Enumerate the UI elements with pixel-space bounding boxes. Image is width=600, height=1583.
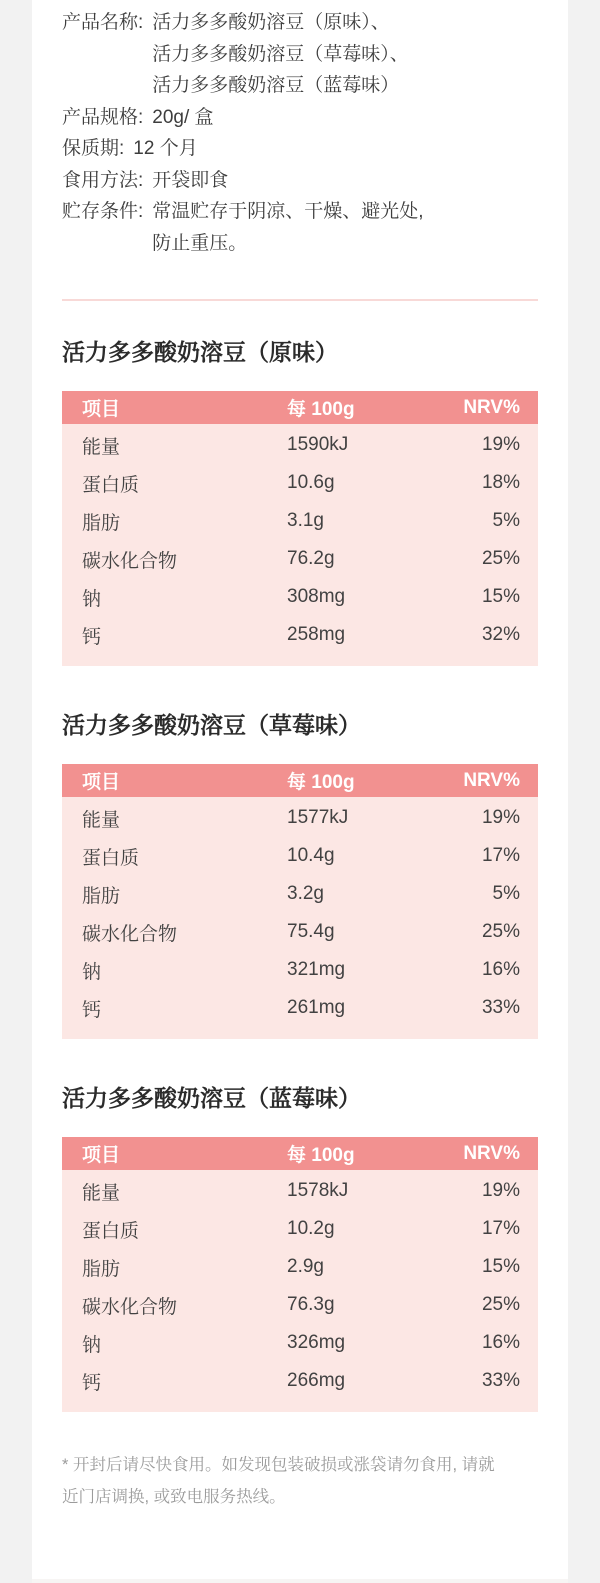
header-cell: 项目	[82, 772, 121, 793]
header-cell: 项目	[82, 1145, 121, 1166]
table-cell: 17%	[481, 845, 520, 866]
table-cell: 10.2g	[287, 1218, 335, 1239]
product-info-row	[62, 165, 538, 197]
table-cell: 脂肪	[82, 885, 121, 907]
table-cell: 碳水化合物	[82, 1296, 178, 1318]
header-cell: NRV%	[463, 396, 520, 418]
product-info-block	[62, 7, 538, 259]
header-cell: 每 100g	[287, 1145, 355, 1166]
nutrition-table-body	[62, 797, 538, 1039]
product-info-row	[62, 7, 538, 102]
product-info-value-line: 开袋即食	[152, 169, 229, 191]
table-row	[62, 951, 538, 989]
table-row	[62, 540, 538, 578]
table-row	[62, 1286, 538, 1324]
table-row	[62, 799, 538, 837]
section-title: 活力多多酸奶溶豆（草莓味）	[62, 712, 361, 738]
header-cell: 项目	[82, 399, 121, 420]
table-cell: 308mg	[287, 586, 346, 607]
nutrition-table	[62, 391, 538, 666]
product-info-value	[133, 133, 538, 165]
table-cell: 能量	[82, 436, 121, 458]
table-cell: 19%	[481, 1180, 520, 1201]
table-cell: 钠	[82, 1334, 102, 1356]
section-title: 活力多多酸奶溶豆（原味）	[62, 339, 338, 365]
table-cell: 钙	[82, 1372, 102, 1394]
table-cell: 钠	[82, 961, 102, 983]
product-info-label: 产品名称:	[62, 12, 144, 33]
table-cell: 16%	[481, 1332, 520, 1353]
product-info-value-line: 12 个月	[133, 138, 198, 159]
table-row	[62, 578, 538, 616]
table-cell: 25%	[481, 548, 520, 569]
product-info-row	[62, 102, 538, 134]
product-info-value-line: 防止重压。	[152, 232, 248, 254]
table-cell: 15%	[481, 586, 520, 607]
table-row	[62, 464, 538, 502]
header-cell: 每 100g	[287, 399, 355, 420]
header-cell: 每 100g	[287, 772, 355, 793]
table-cell: 1577kJ	[287, 807, 349, 828]
table-cell: 266mg	[287, 1370, 346, 1391]
product-info-label: 食用方法:	[62, 169, 144, 191]
header-cell: NRV%	[463, 1142, 520, 1164]
table-row	[62, 426, 538, 464]
table-cell: 33%	[481, 997, 520, 1018]
table-cell: 5%	[492, 510, 520, 531]
table-row	[62, 913, 538, 951]
bottom-strip	[32, 1579, 568, 1583]
product-info-row	[62, 133, 538, 165]
table-cell: 2.9g	[287, 1256, 324, 1277]
table-cell: 1578kJ	[287, 1180, 349, 1201]
table-cell: 10.6g	[287, 472, 335, 493]
table-cell: 1590kJ	[287, 434, 349, 455]
table-cell: 16%	[481, 959, 520, 980]
table-cell: 19%	[481, 434, 520, 455]
table-cell: 76.3g	[287, 1294, 335, 1315]
table-cell: 15%	[481, 1256, 520, 1277]
table-row	[62, 502, 538, 540]
table-cell: 钠	[82, 588, 102, 610]
product-info-label: 保质期:	[62, 138, 125, 159]
nutrition-table-body	[62, 424, 538, 666]
table-cell: 钙	[82, 626, 102, 648]
footnote-line: * 开封后请尽快食用。如发现包装破损或涨袋请勿食用, 请就	[62, 1456, 495, 1474]
table-cell: 蛋白质	[82, 847, 140, 869]
product-info-value-line: 活力多多酸奶溶豆（蓝莓味）	[152, 75, 400, 96]
table-cell: 碳水化合物	[82, 550, 178, 572]
table-cell: 25%	[481, 921, 520, 942]
nutrition-section	[62, 712, 538, 1039]
table-cell: 19%	[481, 807, 520, 828]
table-row	[62, 989, 538, 1027]
table-cell: 能量	[82, 1182, 121, 1204]
table-cell: 18%	[481, 472, 520, 493]
product-info-value	[152, 102, 538, 134]
table-row	[62, 1324, 538, 1362]
nutrition-table	[62, 764, 538, 1039]
product-info-value-line: 活力多多酸奶溶豆（原味）、	[152, 12, 390, 33]
table-cell: 10.4g	[287, 845, 335, 866]
product-info-label: 贮存条件:	[62, 201, 144, 222]
nutrition-table-header	[62, 764, 538, 797]
table-cell: 脂肪	[82, 1258, 121, 1280]
product-info-row	[62, 196, 538, 259]
table-cell: 32%	[481, 624, 520, 645]
footnote	[62, 1449, 538, 1513]
table-cell: 261mg	[287, 997, 346, 1018]
table-cell: 75.4g	[287, 921, 335, 942]
product-info-value-line: 常温贮存于阴凉、干燥、避光处,	[152, 201, 424, 222]
nutrition-sections	[62, 339, 538, 1412]
table-cell: 蛋白质	[82, 1220, 140, 1242]
table-cell: 17%	[481, 1218, 520, 1239]
table-cell: 碳水化合物	[82, 923, 178, 945]
product-info-value	[152, 165, 538, 197]
product-info-value-line: 活力多多酸奶溶豆（草莓味）、	[152, 43, 409, 65]
table-cell: 258mg	[287, 624, 346, 645]
table-row	[62, 837, 538, 875]
section-title: 活力多多酸奶溶豆（蓝莓味）	[62, 1085, 361, 1111]
table-row	[62, 875, 538, 913]
table-cell: 蛋白质	[82, 474, 140, 496]
product-info-value	[152, 7, 538, 102]
table-cell: 76.2g	[287, 548, 335, 569]
nutrition-table-header	[62, 391, 538, 424]
nutrition-table-header	[62, 1137, 538, 1170]
table-cell: 脂肪	[82, 512, 121, 534]
table-cell: 3.1g	[287, 510, 324, 531]
product-info-value	[152, 196, 538, 259]
table-row	[62, 1210, 538, 1248]
nutrition-section	[62, 339, 538, 666]
section-divider	[62, 299, 538, 301]
table-row	[62, 1172, 538, 1210]
footnote-line: 近门店调换, 或致电服务热线。	[62, 1488, 286, 1506]
product-detail-card	[32, 0, 568, 1583]
table-cell: 5%	[492, 883, 520, 904]
product-info-value-line: 20g/ 盒	[152, 106, 214, 128]
nutrition-table	[62, 1137, 538, 1412]
table-row	[62, 1362, 538, 1400]
table-cell: 钙	[82, 999, 102, 1021]
table-row	[62, 616, 538, 654]
table-cell: 326mg	[287, 1332, 346, 1353]
header-cell: NRV%	[463, 769, 520, 791]
table-cell: 33%	[481, 1370, 520, 1391]
table-row	[62, 1248, 538, 1286]
product-info-label: 产品规格:	[62, 106, 144, 128]
table-cell: 3.2g	[287, 883, 324, 904]
table-cell: 25%	[481, 1294, 520, 1315]
nutrition-table-body	[62, 1170, 538, 1412]
table-cell: 321mg	[287, 959, 346, 980]
table-cell: 能量	[82, 809, 121, 831]
nutrition-section	[62, 1085, 538, 1412]
